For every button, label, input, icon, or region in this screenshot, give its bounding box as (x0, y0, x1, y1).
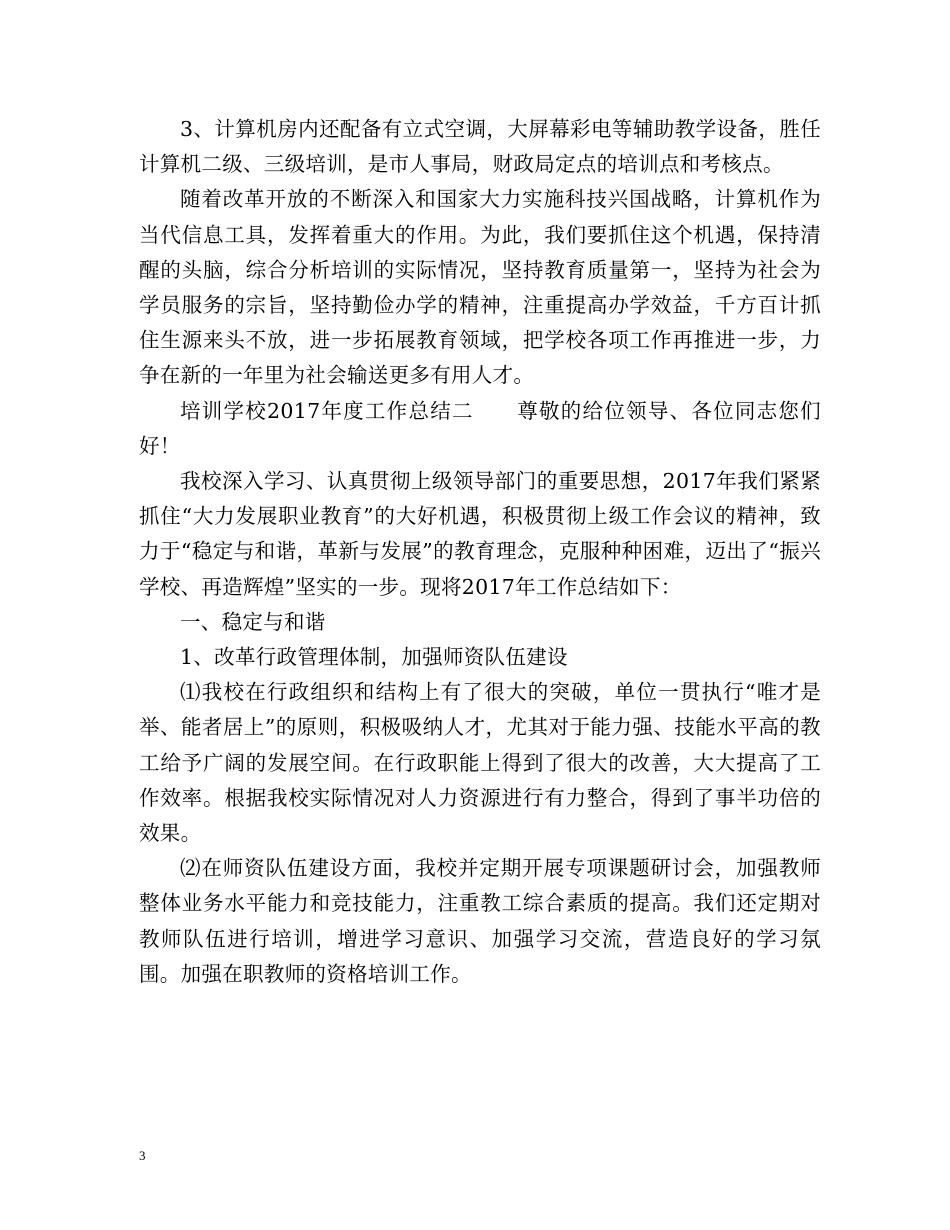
heading-stability-harmony: 一、稳定与和谐 (180, 609, 326, 634)
document-body (139, 112, 821, 992)
paragraph-reform-opening: 随着改革开放的不断深入和国家大力实施科技兴国战略，计算机作为当代信息工具，发挥着重大的作用。为此，我们要抓住这个机遇，保持清醒的头脑，综合分析培训的实际情况，坚持教育质量第一，坚持为社会为学员服务的宗旨，坚持勤俭办学的精神，注重提高办学效益，千方百计抓住生源来头不放，进一步拓展教育领域，把学校各项工作再推进一步，力争在新的一年里为社会输送更多有用人才。 (139, 187, 821, 388)
paragraph-admin-structure: ⑴我校在行政组织和结构上有了很大的突破，单位一贯执行“唯才是举、能者居上”的原则，积极吸纳人才，尤其对于能力强、技能水平高的教工给予广阔的发展空间。在行政职能上得到了很大的改善，大大提高了工作效率。根据我校实际情况对人力资源进行有力整合，得到了事半功倍的效果。 (139, 680, 821, 846)
paragraph-teacher-team: ⑵在师资队伍建设方面，我校并定期开展专项课题研讨会，加强教师整体业务水平能力和竞技能力，注重教工综合素质的提高。我们还定期对教师队伍进行培训，增进学习意识、加强学习交流，营造良好的学习氛围。加强在职教师的资格培训工作。 (139, 856, 821, 986)
paragraph-intro: 我校深入学习、认真贯彻上级领导部门的重要思想，2017年我们紧紧抓住“大力发展职业教育”的大好机遇，积极贯彻上级工作会议的精神，致力于“稳定与和谐，革新与发展”的教育理念，克服种种困难，迈出了“振兴学校、再造辉煌”坚实的一步。现将2017年工作总结如下： (139, 469, 821, 599)
paragraph-summary-two-title: 培训学校2017年度工作总结二 尊敬的给位领导、各位同志您们好！ (139, 398, 821, 458)
paragraph-computer-room: 3、计算机房内还配备有立式空调，大屏幕彩电等辅助教学设备，胜任计算机二级、三级培训，是市人事局，财政局定点的培训点和考核点。 (139, 117, 821, 177)
page-number: 3 (139, 1148, 146, 1163)
heading-admin-reform: 1、改革行政管理体制，加强师资队伍建设 (180, 645, 568, 670)
